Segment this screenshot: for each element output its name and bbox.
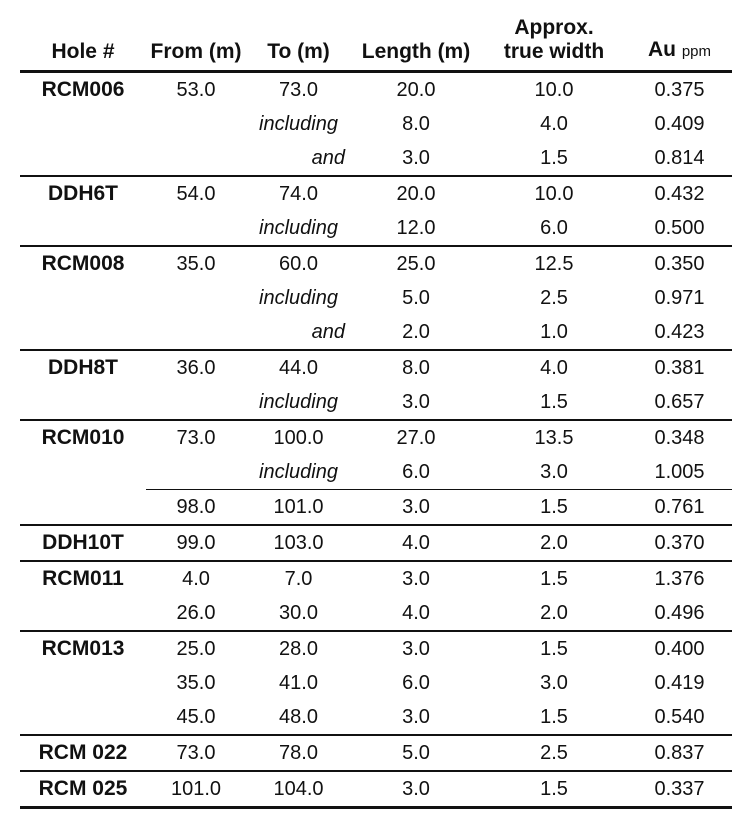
cell-to: 41.0 <box>279 671 318 694</box>
table-row <box>20 107 732 141</box>
table-row <box>20 666 732 700</box>
cell-to: including <box>259 286 338 309</box>
cell-length: 4.0 <box>351 525 481 561</box>
cell-au: 0.496 <box>654 601 705 624</box>
cell-hole: RCM013 <box>20 631 146 666</box>
cell-length: 25.0 <box>351 246 481 281</box>
cell-width: 12.5 <box>481 246 627 281</box>
cell-hole: DDH10T <box>20 525 146 561</box>
cell-hole <box>20 700 146 735</box>
table-row <box>20 700 732 735</box>
table-row <box>20 315 732 350</box>
cell-hole: RCM 022 <box>20 735 146 771</box>
cell-from: 36.0 <box>146 350 246 385</box>
cell-width: 10.0 <box>481 176 627 211</box>
table-row <box>20 281 732 315</box>
cell-length: 3.0 <box>351 490 481 526</box>
cell-au: 0.432 <box>627 176 732 211</box>
cell-from: 99.0 <box>146 525 246 561</box>
cell-au: 0.348 <box>627 420 732 455</box>
cell-hole <box>20 315 146 350</box>
cell-hole <box>20 455 146 490</box>
cell-to: including <box>259 216 338 239</box>
cell-from: 35.0 <box>176 671 216 694</box>
cell-au: 0.419 <box>654 671 705 694</box>
cell-au: 0.381 <box>627 350 732 385</box>
cell-width: 1.0 <box>540 320 568 343</box>
cell-to: 73.0 <box>279 78 318 101</box>
table-row <box>20 735 732 771</box>
cell-to: 100.0 <box>246 420 351 455</box>
cell-au: 1.005 <box>654 460 705 483</box>
table-row <box>20 385 732 420</box>
cell-length: 3.0 <box>351 561 481 596</box>
cell-au: 0.971 <box>654 286 705 309</box>
cell-from: 35.0 <box>146 246 246 281</box>
cell-to: 28.0 <box>246 631 351 666</box>
cell-hole: RCM008 <box>20 246 146 281</box>
cell-au: 0.350 <box>627 246 732 281</box>
cell-from: 73.0 <box>146 735 246 771</box>
cell-length: 27.0 <box>351 420 481 455</box>
cell-from: 54.0 <box>146 176 246 211</box>
cell-au: 0.409 <box>654 112 705 135</box>
cell-hole <box>20 596 146 631</box>
cell-hole <box>20 385 146 420</box>
cell-from <box>146 211 246 246</box>
cell-to: 48.0 <box>279 705 318 728</box>
cell-to: and <box>311 320 345 343</box>
cell-width: 2.0 <box>540 601 568 624</box>
cell-from: 45.0 <box>176 705 216 728</box>
cell-au: 1.376 <box>627 561 732 596</box>
table-body <box>20 72 732 808</box>
cell-to: 78.0 <box>246 735 351 771</box>
cell-length: 3.0 <box>402 390 430 413</box>
cell-to: 30.0 <box>279 601 318 624</box>
cell-hole: DDH8T <box>20 350 146 385</box>
cell-au: 0.814 <box>654 146 705 169</box>
cell-au: 0.423 <box>654 320 705 343</box>
cell-length: 6.0 <box>402 671 430 694</box>
cell-from: 101.0 <box>146 771 246 808</box>
cell-from: 26.0 <box>176 601 216 624</box>
table-row <box>20 490 732 526</box>
cell-width: 2.0 <box>481 525 627 561</box>
table-header <box>20 0 732 72</box>
cell-au: 0.540 <box>654 705 705 728</box>
header-row <box>20 0 732 72</box>
cell-length: 5.0 <box>402 286 430 309</box>
cell-from: 4.0 <box>146 561 246 596</box>
header-au-label: Au <box>647 38 676 61</box>
cell-au: 0.500 <box>654 216 705 239</box>
cell-length: 5.0 <box>351 735 481 771</box>
cell-from: 25.0 <box>146 631 246 666</box>
table-row <box>20 246 732 281</box>
cell-width: 1.5 <box>540 390 568 413</box>
cell-hole: RCM006 <box>41 78 125 101</box>
cell-from <box>146 315 246 350</box>
cell-from: 53.0 <box>176 78 216 101</box>
cell-from: 98.0 <box>146 490 246 526</box>
table-row <box>20 631 732 666</box>
table-row <box>20 211 732 246</box>
cell-hole <box>20 107 146 141</box>
cell-length: 2.0 <box>402 320 430 343</box>
header-length: Length (m) <box>351 0 481 72</box>
cell-from <box>146 141 246 176</box>
cell-hole: RCM011 <box>20 561 146 596</box>
cell-length: 4.0 <box>402 601 430 624</box>
cell-width: 3.0 <box>540 460 568 483</box>
cell-width: 13.5 <box>481 420 627 455</box>
cell-hole <box>20 211 146 246</box>
cell-to: 103.0 <box>246 525 351 561</box>
table-row <box>20 72 732 108</box>
cell-to: including <box>259 460 338 483</box>
cell-length: 20.0 <box>351 176 481 211</box>
cell-width: 4.0 <box>481 350 627 385</box>
cell-width: 1.5 <box>481 771 627 808</box>
cell-from <box>146 455 246 490</box>
cell-width: 1.5 <box>540 146 568 169</box>
header-true-width-line1: Approx. <box>514 16 594 39</box>
assay-results-table <box>20 0 732 809</box>
cell-width: 1.5 <box>481 631 627 666</box>
cell-to: 74.0 <box>246 176 351 211</box>
cell-to: 101.0 <box>246 490 351 526</box>
cell-width: 2.5 <box>481 735 627 771</box>
cell-hole <box>20 281 146 315</box>
cell-width: 2.5 <box>540 286 568 309</box>
cell-from: 73.0 <box>146 420 246 455</box>
header-au-unit: ppm <box>681 43 712 60</box>
table-row <box>20 455 732 490</box>
cell-to: including <box>259 112 338 135</box>
cell-to: 44.0 <box>246 350 351 385</box>
cell-au: 0.375 <box>654 78 705 101</box>
cell-hole: RCM 025 <box>20 771 146 808</box>
cell-length: 12.0 <box>396 216 436 239</box>
cell-au: 0.337 <box>627 771 732 808</box>
cell-from <box>146 107 246 141</box>
header-true-width <box>481 0 627 72</box>
cell-to: and <box>311 146 345 169</box>
table-row <box>20 141 732 176</box>
cell-width: 6.0 <box>540 216 568 239</box>
cell-hole: RCM010 <box>20 420 146 455</box>
table-row <box>20 420 732 455</box>
cell-hole <box>20 490 146 526</box>
cell-from <box>146 281 246 315</box>
table-row <box>20 771 732 808</box>
cell-length: 8.0 <box>351 350 481 385</box>
cell-au: 0.370 <box>627 525 732 561</box>
table-row <box>20 525 732 561</box>
cell-length: 8.0 <box>402 112 430 135</box>
cell-hole <box>20 141 146 176</box>
cell-au: 0.761 <box>627 490 732 526</box>
cell-width: 1.5 <box>481 490 627 526</box>
cell-to: 7.0 <box>246 561 351 596</box>
cell-to: 104.0 <box>246 771 351 808</box>
cell-hole: DDH6T <box>20 176 146 211</box>
cell-length: 6.0 <box>402 460 430 483</box>
cell-length: 3.0 <box>351 631 481 666</box>
cell-au: 0.400 <box>627 631 732 666</box>
cell-from <box>146 385 246 420</box>
header-true-width-line2: true width <box>503 40 605 63</box>
cell-to: 60.0 <box>246 246 351 281</box>
cell-length: 3.0 <box>351 771 481 808</box>
header-from: From (m) <box>146 0 246 72</box>
cell-length: 3.0 <box>402 146 430 169</box>
table-row <box>20 350 732 385</box>
cell-length: 20.0 <box>396 78 436 101</box>
header-hole: Hole # <box>20 0 146 72</box>
cell-length: 3.0 <box>402 705 430 728</box>
cell-au: 0.837 <box>627 735 732 771</box>
cell-width: 10.0 <box>534 78 574 101</box>
header-to: To (m) <box>246 0 351 72</box>
cell-width: 1.5 <box>540 705 568 728</box>
table-row <box>20 596 732 631</box>
table-row <box>20 561 732 596</box>
cell-width: 1.5 <box>481 561 627 596</box>
cell-width: 4.0 <box>540 112 568 135</box>
cell-hole <box>20 666 146 700</box>
cell-au: 0.657 <box>654 390 705 413</box>
cell-width: 3.0 <box>540 671 568 694</box>
cell-to: including <box>259 390 338 413</box>
table-row <box>20 176 732 211</box>
header-au <box>627 0 732 72</box>
